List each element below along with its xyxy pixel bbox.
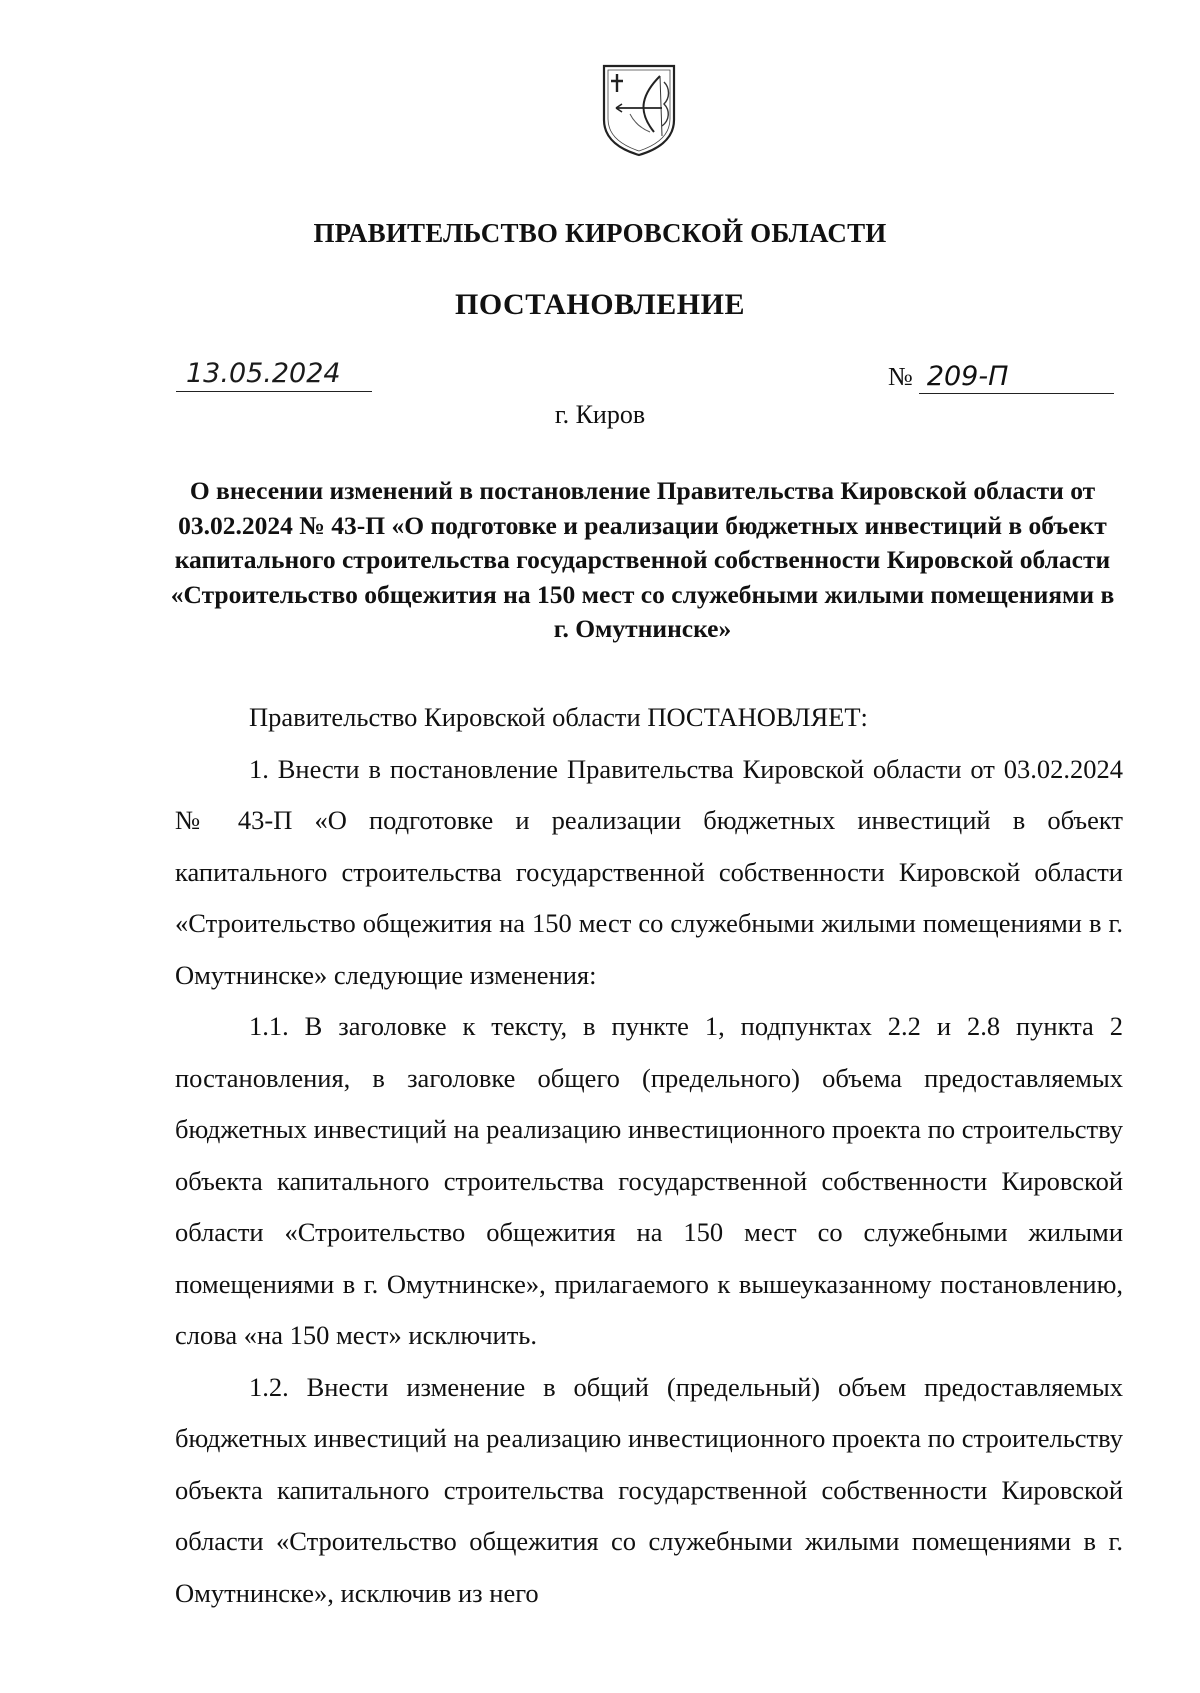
document-type-title: ПОСТАНОВЛЕНИЕ — [455, 288, 745, 321]
kirov-coat-of-arms-icon — [600, 62, 678, 158]
document-body — [175, 692, 1123, 1619]
body-paragraph-1-2: 1.2. Внести изменение в общий (предельный) объем предоставляемых бюджетных инвестиций на реализацию инвестиционного проекта по строительству объекта капитального строительства государственной собственности Кировской области «Строительство общежития со служебными жилыми помещениями в г. Омутнинске», исключив из него — [175, 1371, 1123, 1608]
document-heading: О внесении изменений в постановление Правительства Кировской области от 03.02.2024 № 43-П «О подготовке и реализации бюджетных инвестиций в объект капитального строительства государственной собственности Кировской области «Строительство общежития на 150 мест со служебными жилыми помещениями в г. Омутнинске» — [170, 476, 1115, 643]
city-label: г. Киров — [554, 400, 646, 429]
document-number-block — [888, 360, 1114, 394]
organization-title: ПРАВИТЕЛЬСТВО КИРОВСКОЙ ОБЛАСТИ — [313, 218, 887, 248]
document-date: 13.05.2024 — [176, 358, 372, 392]
body-paragraph-1-1: 1.1. В заголовке к тексту, в пункте 1, подпунктах 2.2 и 2.8 пункта 2 постановления, в заголовке общего (предельного) объема предоставляемых бюджетных инвестиций на реализацию инвестиционного проекта по строительству объекта капитального строительства государственной собственности Кировской области «Строительство общежития на 150 мест со служебными жилыми помещениями в г. Омутнинске», прилагаемого к вышеуказанному постановлению, слова «на 150 мест» исключить. — [175, 1011, 1123, 1350]
body-paragraph-intro: Правительство Кировской области ПОСТАНОВЛЯЕТ: — [249, 702, 868, 732]
number-sign: № — [888, 362, 913, 391]
body-paragraph-1: 1. Внести в постановление Правительства Кировской области от 03.02.2024 № 43-П «О подготовке и реализации бюджетных инвестиций в объект капитального строительства государственной собственности Кировской области «Строительство общежития на 150 мест со служебными жилыми помещениями в г. Омутнинске» следующие изменения: — [175, 753, 1123, 990]
document-number: 209-П — [919, 360, 1114, 394]
